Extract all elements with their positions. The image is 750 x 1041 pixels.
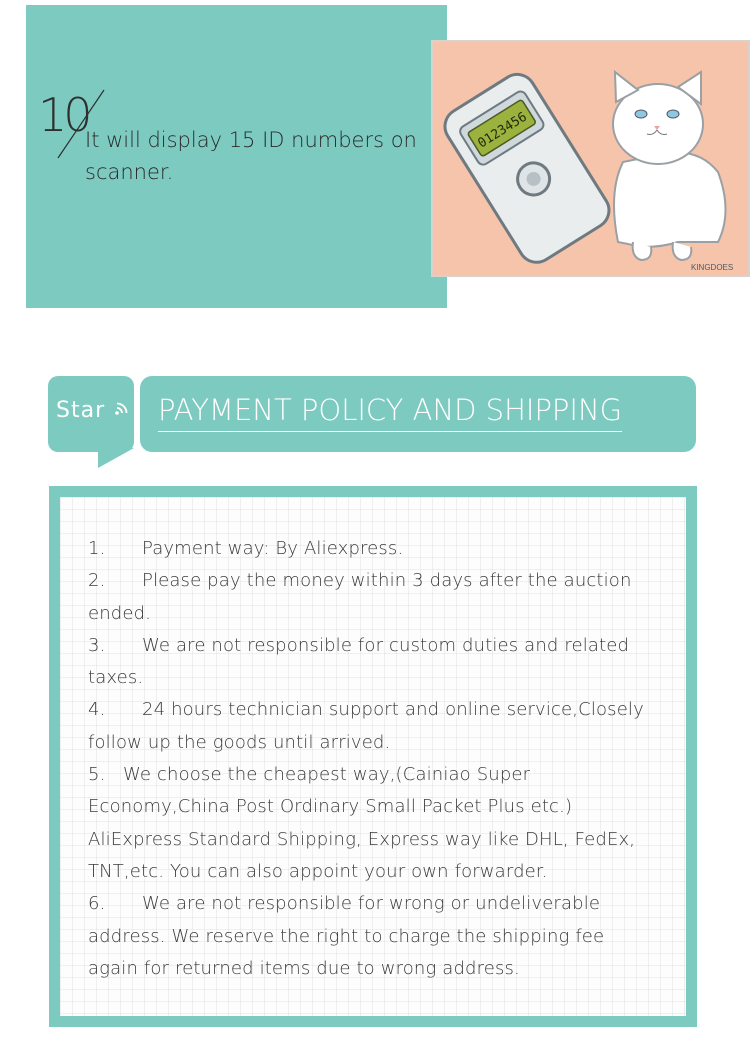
section-title-bar (140, 376, 696, 452)
policy-item (88, 888, 678, 920)
policy-list (88, 533, 678, 985)
policy-item-number: 4. (88, 699, 106, 721)
policy-item-continuation: again for returned items due to wrong address. (88, 957, 520, 979)
policy-item-number: 2. (88, 570, 106, 592)
star-badge-label: Star (56, 398, 106, 423)
policy-item-text: Please pay the money within 3 days after the auction (142, 570, 632, 592)
policy-item (88, 759, 678, 791)
policy-item-text: We are not responsible for wrong or undeliverable (142, 893, 601, 915)
policy-item-text: 24 hours technician support and online service,Closely (142, 699, 644, 721)
star-badge (48, 376, 134, 452)
policy-item-text: We are not responsible for custom duties and related (142, 634, 630, 656)
scanner-kitten-illustration (431, 40, 750, 277)
star-badge-tail (98, 448, 134, 468)
policy-box (60, 497, 686, 1016)
policy-item-continuation: follow up the goods until arrived. (88, 731, 391, 753)
policy-frame (49, 486, 697, 1027)
policy-item-continuation: AliExpress Standard Shipping, Express way like DHL, FedEx, (88, 828, 636, 850)
policy-item-continuation: TNT,etc. You can also appoint your own forwarder. (88, 860, 548, 882)
illustration-watermark: KINGDOES (691, 263, 734, 272)
policy-item-text: Payment way: By Aliexpress. (142, 538, 404, 559)
step-description: It will display 15 ID numbers on scanner. (85, 128, 417, 184)
policy-item-continuation: address. We reserve the right to charge the shipping fee (88, 925, 605, 947)
section-title: PAYMENT POLICY AND SHIPPING (158, 393, 622, 432)
policy-item-number: 6. (88, 893, 106, 915)
policy-item-number: 1. (88, 538, 106, 559)
policy-item (88, 694, 678, 726)
policy-item-continuation: Economy,China Post Ordinary Small Packet Plus etc.) (88, 796, 573, 818)
signal-icon (114, 400, 130, 416)
kitten (613, 72, 726, 260)
section-header (48, 376, 698, 471)
reader-display-value: 0123456 (475, 109, 530, 152)
policy-item (88, 533, 678, 565)
policy-item-text: We choose the cheapest way,(Cainiao Super (123, 764, 531, 786)
policy-item-number: 5. (88, 764, 106, 786)
policy-item-continuation: taxes. (88, 667, 144, 689)
policy-item-continuation: ended. (88, 602, 152, 624)
step-number: 10 (38, 88, 89, 142)
policy-item (88, 630, 678, 662)
policy-item (88, 565, 678, 597)
policy-item-number: 3. (88, 634, 106, 656)
scanner-kitten-drawing (433, 42, 748, 275)
